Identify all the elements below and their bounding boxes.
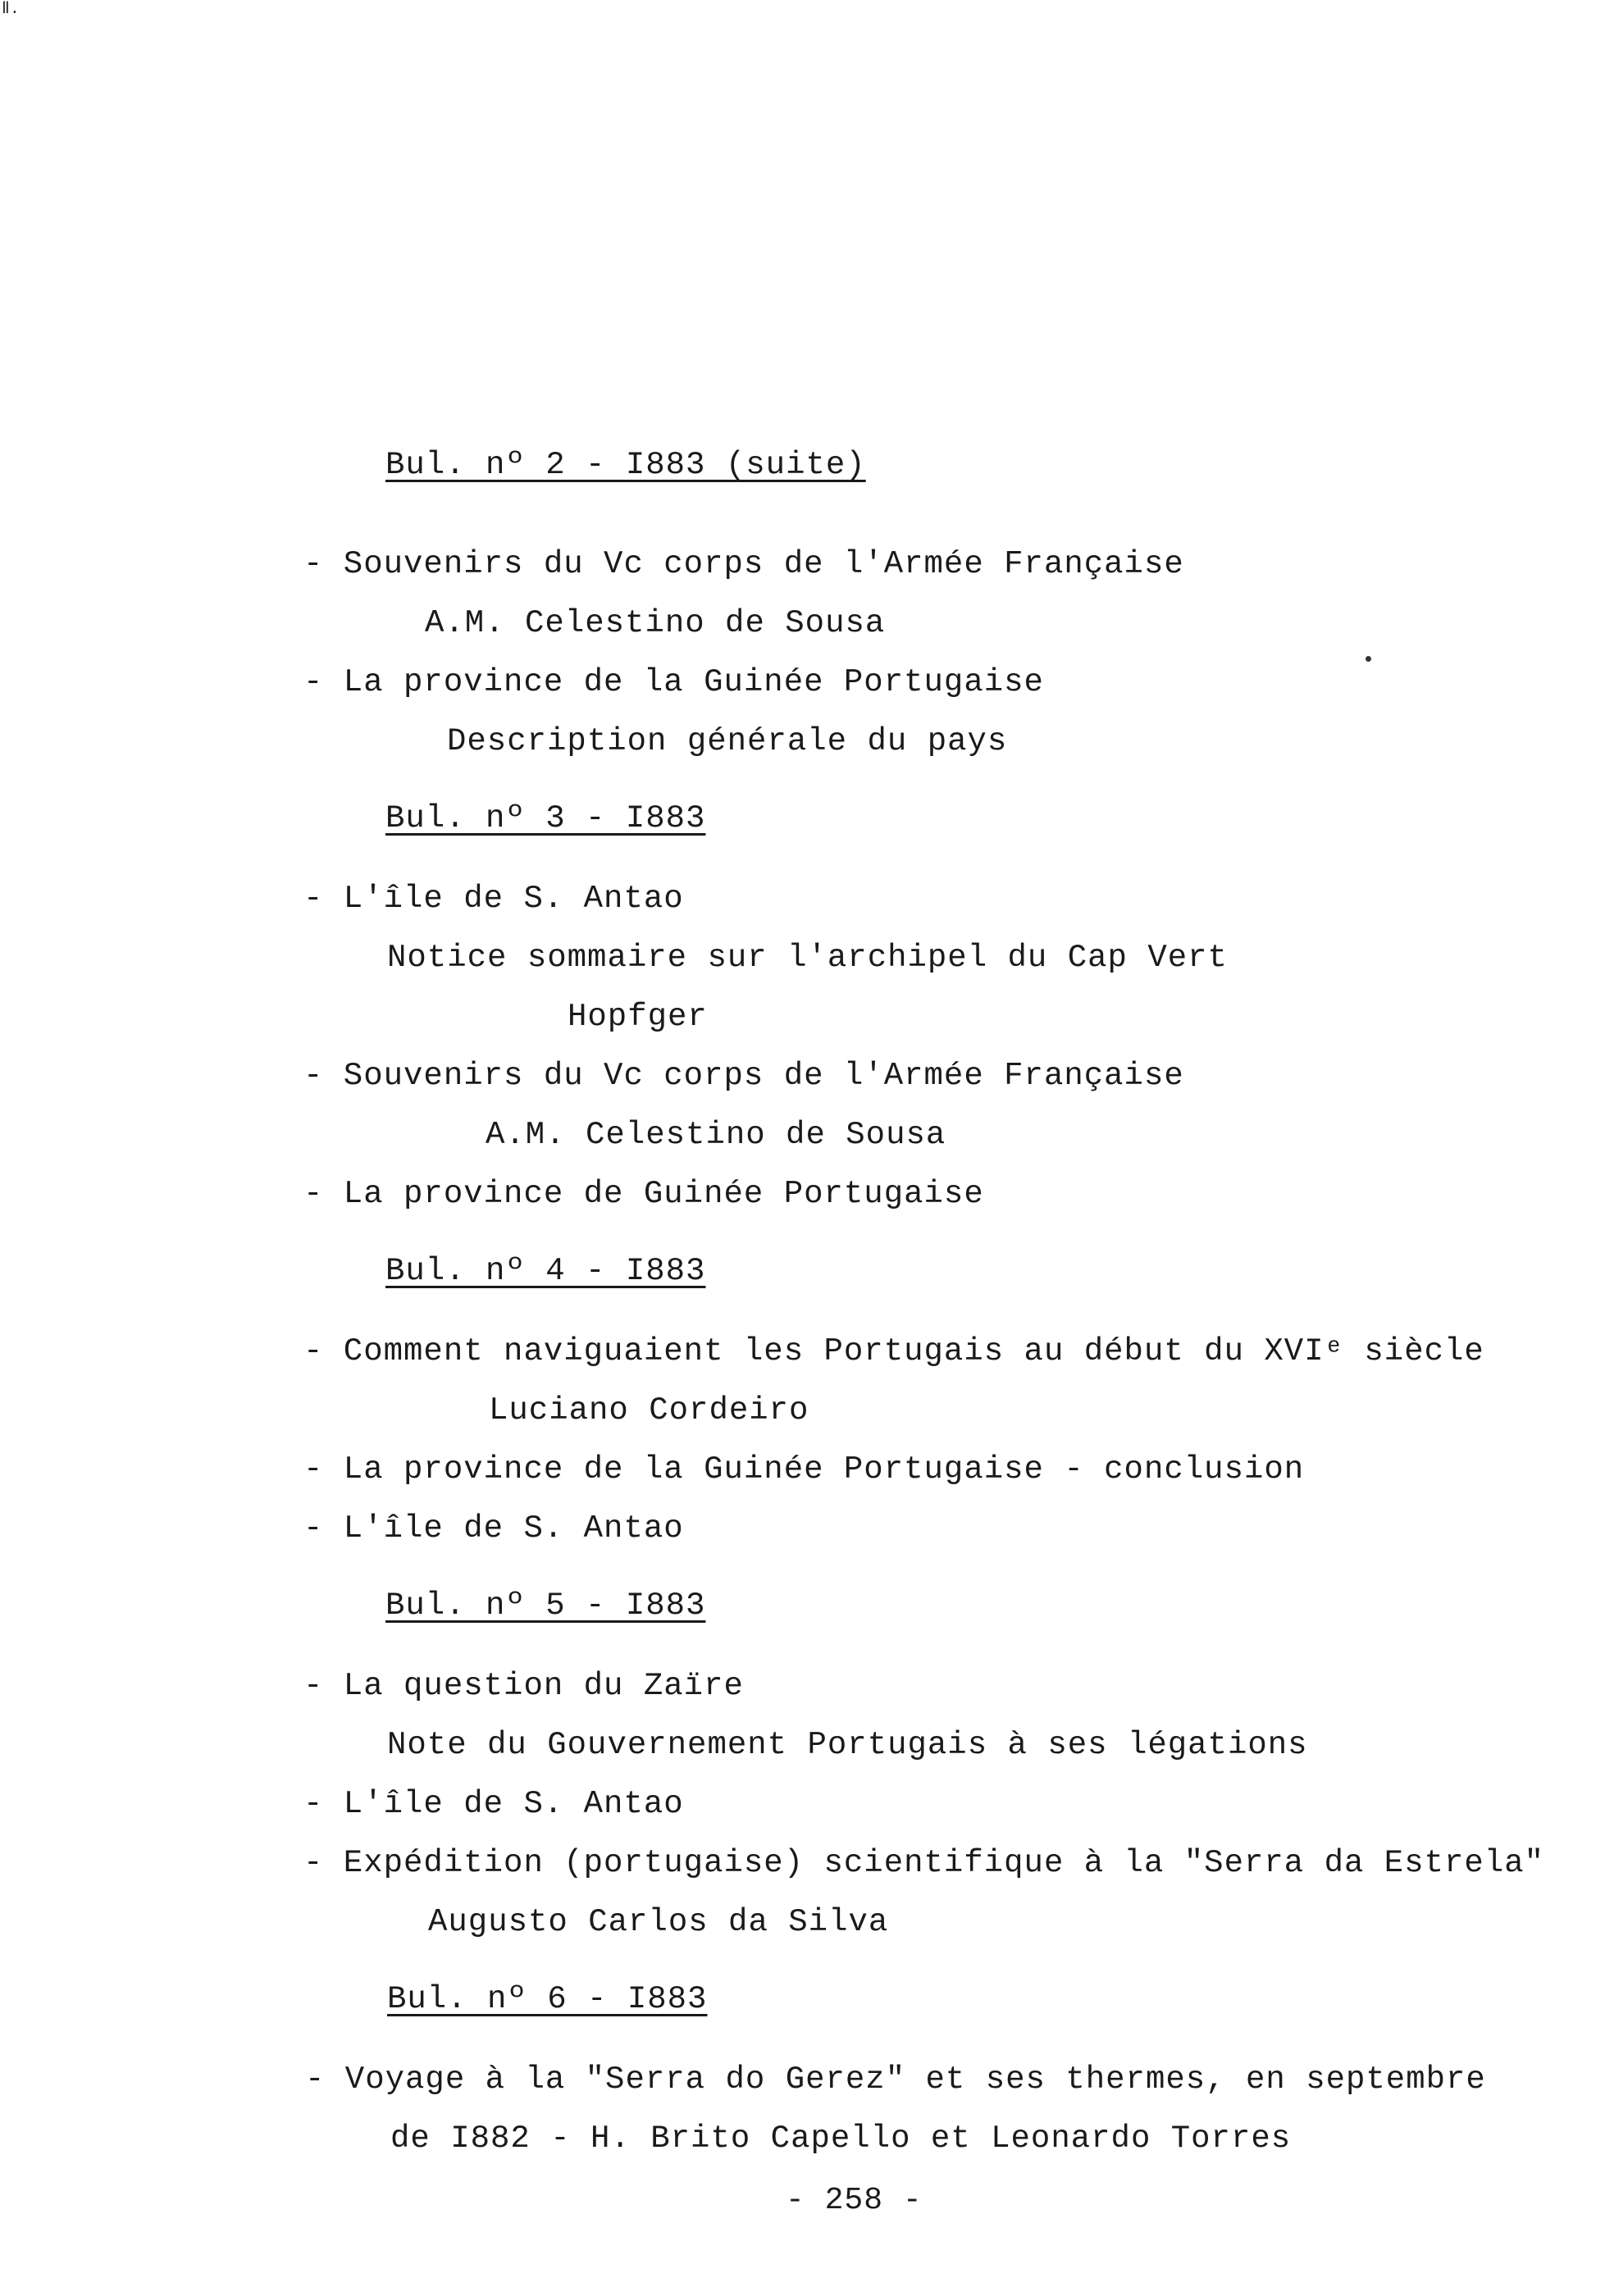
entry-author: de I882 - H. Brito Capello et Leonardo Torres [390,2121,1292,2157]
section-heading: Bul. nº 3 - I883 [385,800,706,836]
entry-line: - La province de la Guinée Portugaise [303,664,1044,700]
section-heading: Bul. nº 6 - I883 [387,1981,708,2017]
entry-subtitle: Notice sommaire sur l'archipel du Cap Vert [387,940,1228,976]
entry-author: Luciano Cordeiro [489,1392,809,1428]
entry-line: - La question du Zaïre [303,1668,744,1704]
entry-line: - Expédition (portugaise) scientifique à la "Serra da Estrela" [303,1845,1545,1881]
ink-speck [1366,656,1371,662]
section-heading: Bul. nº 5 - I883 [385,1588,706,1624]
entry-author: A.M. Celestino de Sousa [425,605,886,641]
section-heading: Bul. nº 2 - I883 (suite) [385,447,866,483]
section-heading: Bul. nº 4 - I883 [385,1253,706,1289]
entry-line: - L'île de S. Antao [303,881,684,917]
entry-author: Augusto Carlos da Silva [428,1904,889,1940]
entry-subtitle: Description générale du pays [447,723,1008,759]
entry-line: - La province de Guinée Portugaise [303,1176,984,1212]
entry-line: - Souvenirs du Vc corps de l'Armée Française [303,1058,1184,1094]
entry-author: Hopfger [568,999,708,1035]
entry-subtitle: Note du Gouvernement Portugais à ses légations [387,1727,1308,1763]
entry-line: - Souvenirs du Vc corps de l'Armée Française [303,546,1184,582]
entry-line: - Voyage à la "Serra do Gerez" et ses thermes, en septembre [305,2061,1486,2098]
entry-line: - L'île de S. Antao [303,1786,684,1822]
entry-line: - La province de la Guinée Portugaise - conclusion [303,1451,1305,1487]
entry-line: - L'île de S. Antao [303,1510,684,1547]
entry-author: A.M. Celestino de Sousa [486,1117,946,1153]
entry-line: - Comment naviguaient les Portugais au début du XVIᵉ siècle [303,1333,1484,1369]
page-number: - 258 - [786,2183,923,2218]
corner-mark: Ⅱ. [2,0,20,19]
